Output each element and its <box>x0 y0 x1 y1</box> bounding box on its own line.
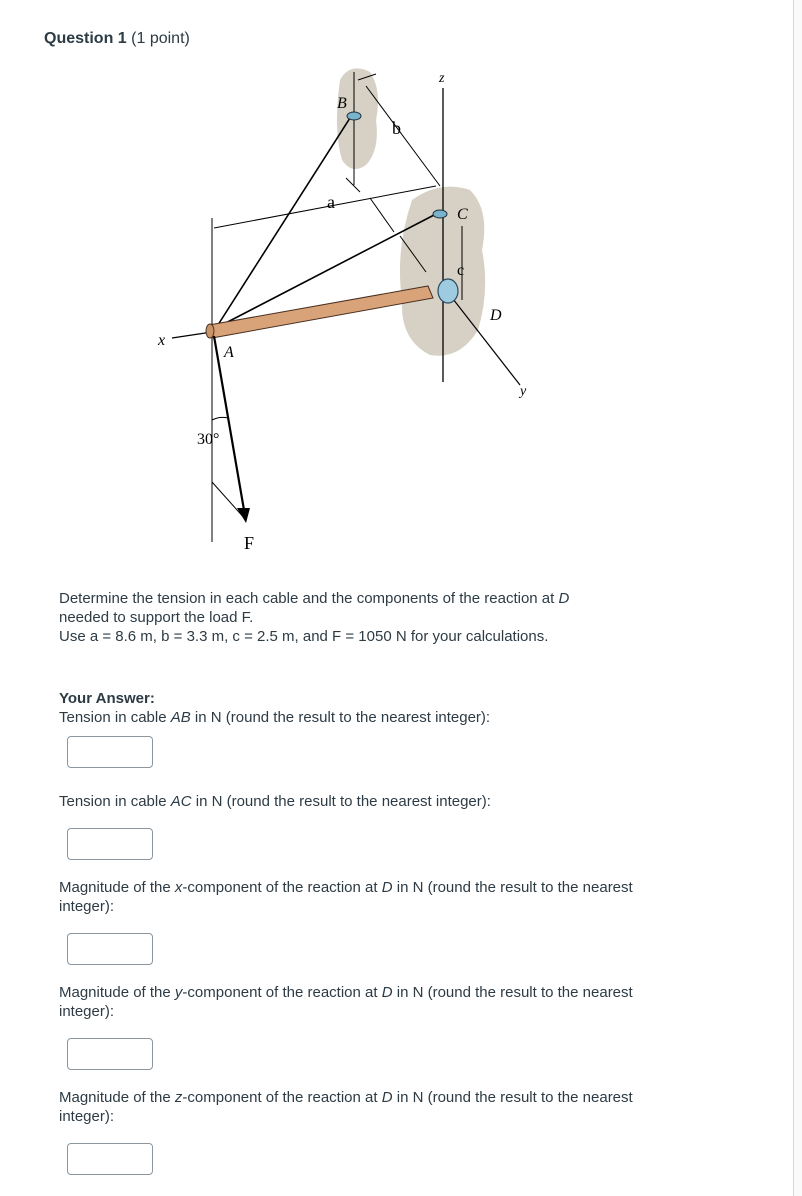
force-f-head <box>237 508 250 523</box>
answer-section <box>59 689 679 1175</box>
answer-block-ab <box>59 708 679 768</box>
question-points: (1 point) <box>131 30 190 47</box>
your-answer-heading: Your Answer: <box>59 690 155 707</box>
rod-end-a <box>206 324 214 338</box>
q1-prompt: Tension in cable AB in N (round the result to the nearest integer): <box>59 709 491 726</box>
q3-prompt: Magnitude of the x-component of the reaction at D in N (round the result to the nearest integer): <box>59 879 633 915</box>
reaction-dx-input[interactable] <box>67 933 153 965</box>
prompt-line-1: Determine the tension in each cable and the components of the reaction at D <box>59 590 570 607</box>
label-x: x <box>158 332 166 349</box>
label-z: z <box>439 71 445 86</box>
question-header <box>44 30 190 48</box>
answer-block-dx <box>59 878 679 965</box>
label-a-point: A <box>224 344 234 361</box>
label-y: y <box>520 384 527 399</box>
answer-block-dz <box>59 1088 679 1175</box>
prompt-line-3: Use a = 8.6 m, b = 3.3 m, c = 2.5 m, and F = 1050 N for your calculations. <box>59 628 549 645</box>
scrollbar-track[interactable] <box>793 0 802 1196</box>
dim-tick <box>370 198 394 232</box>
q4-prompt: Magnitude of the y-component of the reaction at D in N (round the result to the nearest integer): <box>59 984 633 1020</box>
angle-arc <box>212 417 228 420</box>
label-c-dim: c <box>457 262 465 279</box>
eyebolt-b <box>347 112 361 120</box>
q2-prompt: Tension in cable AC in N (round the result to the nearest integer): <box>59 793 491 810</box>
q5-prompt: Magnitude of the z-component of the reaction at D in N (round the result to the nearest integer): <box>59 1089 633 1125</box>
answer-block-dy <box>59 983 679 1070</box>
dim-a-line <box>214 186 436 228</box>
reaction-dz-input[interactable] <box>67 1143 153 1175</box>
question-title: Question 1 <box>44 30 127 47</box>
force-f-arrow <box>214 336 244 510</box>
label-b-dim: b <box>392 118 401 138</box>
problem-figure <box>140 60 560 560</box>
tension-ac-input[interactable] <box>67 828 153 860</box>
socket-d <box>438 279 458 303</box>
label-c-point: C <box>457 206 468 223</box>
label-b-point: B <box>337 95 347 112</box>
label-a-dim: a <box>327 192 335 212</box>
rod-ad <box>209 286 433 338</box>
prompt-line-2: needed to support the load F. <box>59 609 254 626</box>
problem-statement <box>59 589 659 646</box>
label-angle: 30° <box>197 431 220 448</box>
tension-ab-input[interactable] <box>67 736 153 768</box>
dim-b-line <box>366 86 440 186</box>
answer-block-ac <box>59 792 679 860</box>
dim-a-ext2 <box>346 178 360 192</box>
label-force: F <box>244 533 255 553</box>
cable-ab <box>216 118 350 328</box>
eyebolt-c <box>433 210 447 218</box>
reaction-dy-input[interactable] <box>67 1038 153 1070</box>
label-d-point: D <box>490 307 502 324</box>
